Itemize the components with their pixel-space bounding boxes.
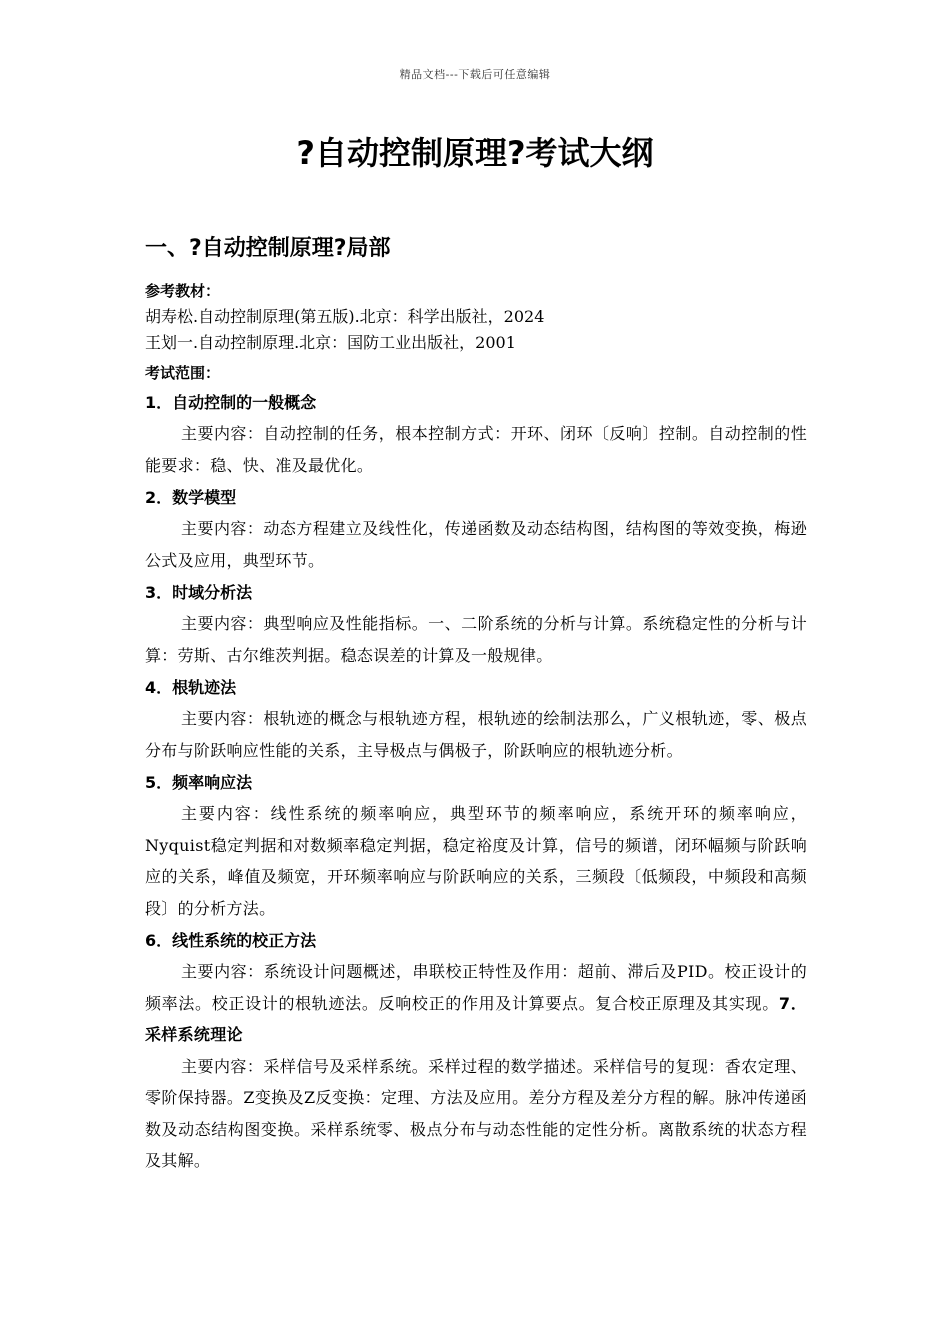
item-body: 主要内容：典型响应及性能指标。一、二阶系统的分析与计算。系统稳定性的分析与计算：劳斯、古尔维茨判据。稳态误差的计算及一般规律。 bbox=[145, 614, 807, 665]
textbook-entry: 胡寿松.自动控制原理(第五版).北京：科学出版社，2024 bbox=[145, 307, 545, 326]
item-body: 主要内容：采样信号及采样系统。采样过程的数学描述。采样信号的复现：香农定理、零阶保持器。Z变换及Z反变换：定理、方法及应用。差分方程及差分方程的解。脉冲传递函数及动态结构图变换。采样系统零、极点分布与动态性能的定性分析。离散系统的状态方程及其解。 bbox=[145, 1056, 807, 1170]
textbooks-label: 参考教材： bbox=[145, 282, 221, 300]
item-heading: 2．数学模型 bbox=[145, 488, 237, 507]
item-heading-inline: 7．采样系统理论 bbox=[145, 993, 808, 1044]
document-title: ?自动控制原理?考试大纲 bbox=[296, 134, 654, 172]
item-body-with-inline-heading bbox=[145, 956, 807, 1051]
document-body bbox=[145, 232, 807, 1177]
item-body: 主要内容：根轨迹的概念与根轨迹方程，根轨迹的绘制法那么，广义根轨迹，零、极点分布与阶跃响应性能的关系，主导极点与偶极子，阶跃响应的根轨迹分析。 bbox=[145, 709, 807, 760]
item-body: 主要内容：自动控制的任务，根本控制方式：开环、闭环〔反响〕控制。自动控制的性能要求：稳、快、准及最优化。 bbox=[145, 424, 807, 475]
section-heading: 一、?自动控制原理?局部 bbox=[145, 236, 391, 261]
item-body: 主要内容：线性系统的频率响应，典型环节的频率响应，系统开环的频率响应，Nyquist稳定判据和对数频率稳定判据，稳定裕度及计算，信号的频谱，闭环幅频与阶跃响应的关系，峰值及频宽，开环频率响应与阶跃响应的关系，三频段〔低频段，中频段和高频段〕的分析方法。 bbox=[145, 804, 807, 918]
header-note: 精品文档---下载后可任意编辑 bbox=[399, 68, 551, 81]
textbook-entry: 王划一.自动控制原理.北京：国防工业出版社，2001 bbox=[145, 333, 516, 352]
item-body-text: 主要内容：系统设计问题概述，串联校正特性及作用：超前、滞后及PID。校正设计的频率法。校正设计的根轨迹法。反响校正的作用及计算要点。复合校正原理及其实现。 bbox=[145, 962, 807, 1013]
item-heading: 1．自动控制的一般概念 bbox=[145, 393, 317, 412]
item-body: 主要内容：动态方程建立及线性化，传递函数及动态结构图，结构图的等效变换，梅逊公式及应用，典型环节。 bbox=[145, 519, 807, 570]
item-heading: 3．时域分析法 bbox=[145, 583, 253, 602]
item-heading: 6．线性系统的校正方法 bbox=[145, 931, 317, 950]
item-heading: 4．根轨迹法 bbox=[145, 678, 237, 697]
scope-label: 考试范围： bbox=[145, 364, 221, 382]
item-heading: 5．频率响应法 bbox=[145, 773, 253, 792]
